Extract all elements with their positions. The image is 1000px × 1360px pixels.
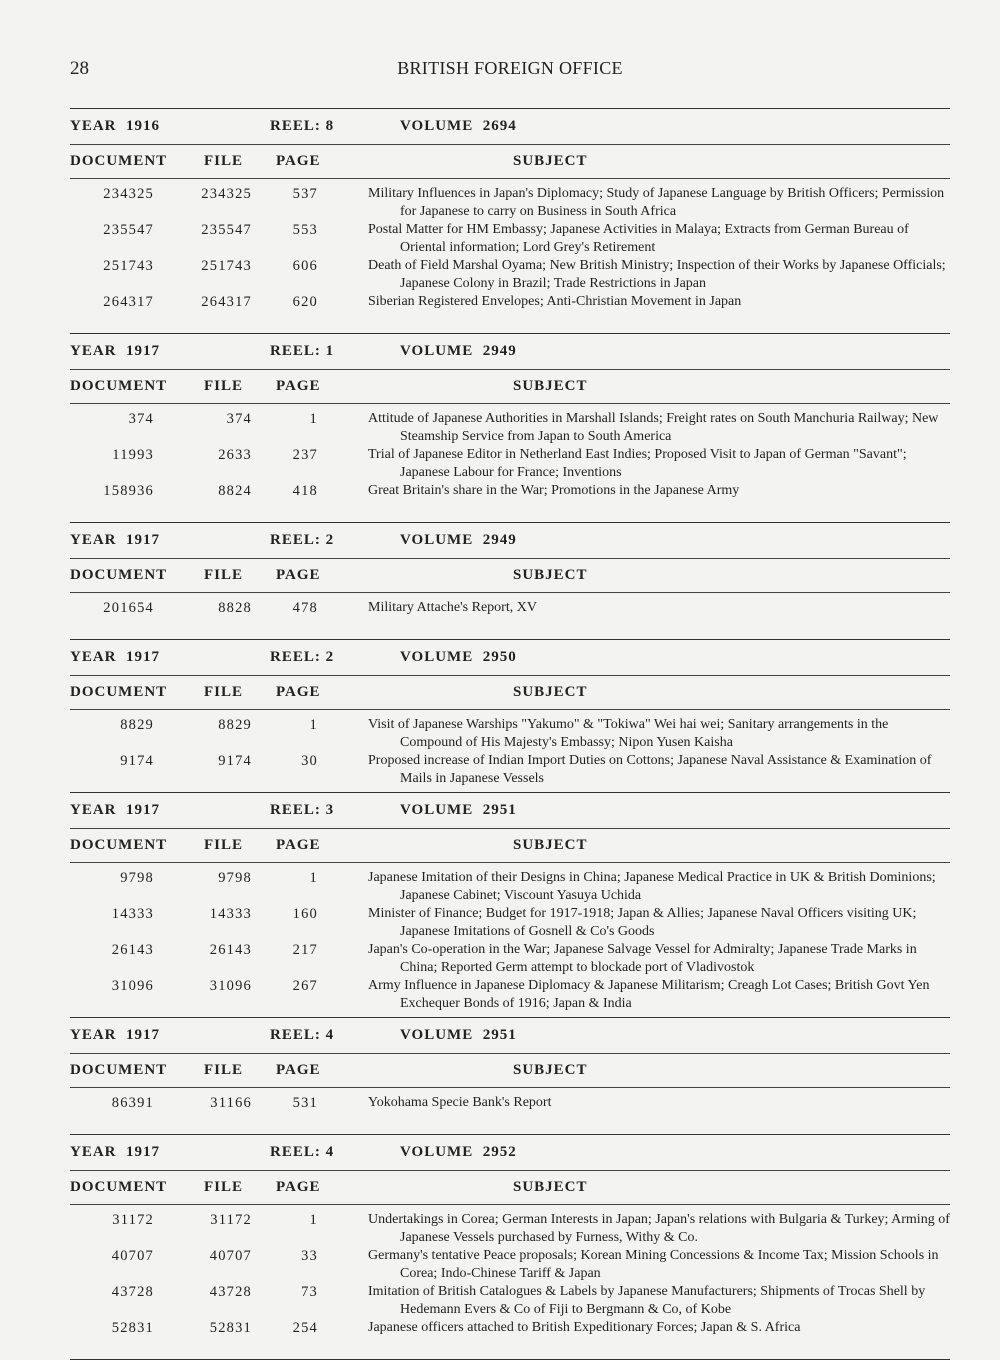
section-reel: REEL: 2: [270, 532, 335, 548]
file-number: 31096: [209, 978, 252, 994]
subject-text: Imitation of British Catalogues & Labels by Japanese Manufacturers; Shipments of Trocas Shell by Hedemann Evers & Co of Fiji to Bergmann & Co, of Kobe: [368, 1284, 926, 1317]
document-number: 158936: [103, 483, 154, 499]
column-header-document: DOCUMENT: [70, 153, 168, 169]
subject-text: Japan's Co-operation in the War; Japanese Salvage Vessel for Admiralty; Japanese Trade Marks in China; Reported Germ attempt to blockade port of Vladivostok: [368, 942, 917, 975]
file-number: 14333: [209, 906, 252, 922]
reel-section: [70, 522, 950, 639]
file-number: 26143: [209, 942, 252, 958]
page-number-cell: 217: [292, 942, 318, 958]
section-heading: [70, 1018, 950, 1053]
page-number-cell: 553: [292, 222, 318, 238]
table-row: [70, 941, 950, 977]
section-volume: VOLUME 2949: [400, 343, 517, 359]
document-number: 234325: [103, 186, 154, 202]
reel-section: [70, 1134, 950, 1359]
section-heading: [70, 640, 950, 675]
table-row: [70, 869, 950, 905]
page-number-cell: 160: [292, 906, 318, 922]
table-row: [70, 1319, 950, 1355]
section-reel: REEL: 4: [270, 1144, 335, 1160]
page-number-cell: 1: [309, 411, 318, 427]
table-row: [70, 752, 950, 788]
subject-text: Attitude of Japanese Authorities in Marshall Islands; Freight rates on South Manchuria Railway; New Steamship Service from Japan to South America: [368, 411, 939, 444]
document-number: 31172: [112, 1212, 154, 1228]
subject-text: Great Britain's share in the War; Promotions in the Japanese Army: [368, 483, 740, 498]
file-number: 9798: [218, 870, 252, 886]
document-number: 9798: [120, 870, 154, 886]
section-heading: [70, 523, 950, 558]
page-number-cell: 418: [292, 483, 318, 499]
entry-list: [70, 1088, 950, 1134]
section-reel: REEL: 4: [270, 1027, 335, 1043]
column-headers: [70, 145, 950, 178]
column-header-subject: SUBJECT: [513, 1062, 588, 1078]
table-row: [70, 1094, 950, 1130]
column-header-file: FILE: [204, 684, 244, 700]
table-row: [70, 293, 950, 329]
document-number: 201654: [103, 600, 154, 616]
column-header-page: PAGE: [276, 378, 321, 394]
reel-section: [70, 1017, 950, 1134]
subject-text: Visit of Japanese Warships "Yakumo" & "Tokiwa" Wei hai wei; Sanitary arrangements in the Compound of His Majesty's Embassy; Nipon Yusen Kaisha: [368, 717, 889, 750]
document-number: 8829: [120, 717, 154, 733]
subject-text: Yokohama Specie Bank's Report: [368, 1095, 552, 1110]
page-number-cell: 1: [309, 1212, 318, 1228]
column-header-subject: SUBJECT: [513, 378, 588, 394]
section-volume: VOLUME 2949: [400, 532, 517, 548]
page-number: 28: [70, 58, 89, 79]
file-number: 374: [226, 411, 252, 427]
file-number: 40707: [209, 1248, 252, 1264]
subject-text: Trial of Japanese Editor in Netherland East Indies; Proposed Visit to Japan of German "Savant"; Japanese Labour for France; Inventions: [368, 447, 907, 480]
table-row: [70, 1247, 950, 1283]
column-headers: [70, 1171, 950, 1204]
column-header-page: PAGE: [276, 567, 321, 583]
subject-text: Japanese officers attached to British Expeditionary Forces; Japan & S. Africa: [368, 1320, 801, 1335]
section-heading: [70, 109, 950, 144]
table-row: [70, 599, 950, 635]
running-title: BRITISH FOREIGN OFFICE: [397, 58, 623, 78]
file-number: 31172: [210, 1212, 252, 1228]
reel-section: [70, 333, 950, 522]
column-header-file: FILE: [204, 378, 244, 394]
section-reel: REEL: 2: [270, 649, 335, 665]
column-header-subject: SUBJECT: [513, 153, 588, 169]
file-number: 264317: [201, 294, 252, 310]
column-headers: [70, 676, 950, 709]
document-number: 52831: [111, 1320, 154, 1336]
column-header-page: PAGE: [276, 1179, 321, 1195]
column-header-file: FILE: [204, 567, 244, 583]
section-heading: [70, 793, 950, 828]
page-number-cell: 537: [292, 186, 318, 202]
section-year: YEAR 1917: [70, 532, 161, 548]
document-number: 86391: [111, 1095, 154, 1111]
column-header-subject: SUBJECT: [513, 837, 588, 853]
page-number-cell: 478: [292, 600, 318, 616]
page-number-cell: 267: [292, 978, 318, 994]
file-number: 235547: [201, 222, 252, 238]
column-headers: [70, 829, 950, 862]
section-volume: VOLUME 2950: [400, 649, 517, 665]
column-header-document: DOCUMENT: [70, 1062, 168, 1078]
document-number: 251743: [103, 258, 154, 274]
document-number: 264317: [103, 294, 154, 310]
subject-text: Postal Matter for HM Embassy; Japanese Activities in Malaya; Extracts from German Bureau of Oriental information; Lord Grey's Retirement: [368, 222, 909, 255]
page-number-cell: 254: [292, 1320, 318, 1336]
file-number: 8824: [218, 483, 252, 499]
file-number: 52831: [209, 1320, 252, 1336]
reel-section: [70, 108, 950, 333]
entry-list: [70, 710, 950, 792]
column-headers: [70, 1054, 950, 1087]
column-header-file: FILE: [204, 837, 244, 853]
section-volume: VOLUME 2952: [400, 1144, 517, 1160]
subject-text: Military Attache's Report, XV: [368, 600, 537, 615]
table-row: [70, 482, 950, 518]
document-number: 11993: [112, 447, 154, 463]
column-header-page: PAGE: [276, 1062, 321, 1078]
section-volume: VOLUME 2694: [400, 118, 517, 134]
table-row: [70, 1211, 950, 1247]
file-number: 234325: [201, 186, 252, 202]
table-row: [70, 716, 950, 752]
column-headers: [70, 559, 950, 592]
document-number: 9174: [120, 753, 154, 769]
column-headers: [70, 370, 950, 403]
subject-text: Japanese Imitation of their Designs in China; Japanese Medical Practice in UK & British Dominions; Japanese Cabinet; Viscount Yasuya Uchida: [368, 870, 936, 903]
table-row: [70, 410, 950, 446]
section-volume: VOLUME 2951: [400, 802, 517, 818]
document-number: 43728: [111, 1284, 154, 1300]
column-header-document: DOCUMENT: [70, 684, 168, 700]
table-row: [70, 446, 950, 482]
file-number: 43728: [209, 1284, 252, 1300]
section-reel: REEL: 1: [270, 343, 335, 359]
column-header-page: PAGE: [276, 837, 321, 853]
table-row: [70, 977, 950, 1013]
table-row: [70, 185, 950, 221]
section-year: YEAR 1917: [70, 802, 161, 818]
section-heading: [70, 334, 950, 369]
column-header-file: FILE: [204, 1179, 244, 1195]
section-reel: REEL: 3: [270, 802, 335, 818]
page-number-cell: 1: [309, 717, 318, 733]
file-number: 2633: [218, 447, 252, 463]
section-reel: REEL: 8: [270, 118, 335, 134]
page-number-cell: 30: [301, 753, 318, 769]
subject-text: Death of Field Marshal Oyama; New British Ministry; Inspection of their Works by Japanese Officials; Japanese Colony in Brazil; Trade Restrictions in Japan: [368, 258, 946, 291]
entry-list: [70, 593, 950, 639]
column-header-subject: SUBJECT: [513, 684, 588, 700]
file-number: 8829: [218, 717, 252, 733]
document-number: 14333: [111, 906, 154, 922]
entry-list: [70, 404, 950, 522]
entry-list: [70, 179, 950, 333]
section-heading: [70, 1135, 950, 1170]
section-year: YEAR 1917: [70, 1144, 161, 1160]
entry-list: [70, 863, 950, 1017]
column-header-document: DOCUMENT: [70, 567, 168, 583]
page-number-cell: 237: [292, 447, 318, 463]
file-number: 251743: [201, 258, 252, 274]
page-number-cell: 531: [292, 1095, 318, 1111]
column-header-page: PAGE: [276, 153, 321, 169]
page-number-cell: 73: [301, 1284, 318, 1300]
column-header-document: DOCUMENT: [70, 1179, 168, 1195]
reel-section: [70, 792, 950, 1017]
document-number: 40707: [111, 1248, 154, 1264]
subject-text: Siberian Registered Envelopes; Anti-Christian Movement in Japan: [368, 294, 742, 309]
subject-text: Germany's tentative Peace proposals; Korean Mining Concessions & Income Tax; Mission Schools in Corea; Indo-Chinese Tariff & Japan: [368, 1248, 939, 1281]
table-row: [70, 221, 950, 257]
document-number: 374: [128, 411, 154, 427]
section-year: YEAR 1917: [70, 1027, 161, 1043]
table-row: [70, 1283, 950, 1319]
file-number: 31166: [210, 1095, 252, 1111]
section-year: YEAR 1917: [70, 649, 161, 665]
document-number: 31096: [111, 978, 154, 994]
column-header-document: DOCUMENT: [70, 378, 168, 394]
reel-section: [70, 639, 950, 792]
column-header-document: DOCUMENT: [70, 837, 168, 853]
subject-text: Undertakings in Corea; German Interests in Japan; Japan's relations with Bulgaria & Turkey; Arming of Japanese Vessels purchased by Furness, Withy & Co.: [368, 1212, 950, 1245]
section-year: YEAR 1916: [70, 118, 161, 134]
subject-text: Proposed increase of Indian Import Duties on Cottons; Japanese Naval Assistance & Examination of Mails in Japanese Vessels: [368, 753, 932, 786]
page-number-cell: 33: [301, 1248, 318, 1264]
table-row: [70, 257, 950, 293]
section-year: YEAR 1917: [70, 343, 161, 359]
index-table: [70, 108, 950, 1360]
subject-text: Minister of Finance; Budget for 1917-1918; Japan & Allies; Japanese Naval Officers visiting UK; Japanese Imitations of Gosnell & Co's Goods: [368, 906, 917, 939]
table-row: [70, 905, 950, 941]
entry-list: [70, 1205, 950, 1359]
column-header-file: FILE: [204, 1062, 244, 1078]
column-header-subject: SUBJECT: [513, 1179, 588, 1195]
document-number: 235547: [103, 222, 154, 238]
document-number: 26143: [111, 942, 154, 958]
subject-text: Military Influences in Japan's Diplomacy; Study of Japanese Language by British Officers; Permission for Japanese to carry on Business in South Africa: [368, 186, 945, 219]
column-header-subject: SUBJECT: [513, 567, 588, 583]
file-number: 9174: [218, 753, 252, 769]
column-header-file: FILE: [204, 153, 244, 169]
column-header-page: PAGE: [276, 684, 321, 700]
page-number-cell: 620: [292, 294, 318, 310]
subject-text: Army Influence in Japanese Diplomacy & Japanese Militarism; Creagh Lot Cases; British Govt Yen Exchequer Bonds of 1916; Japan & India: [368, 978, 930, 1011]
section-volume: VOLUME 2951: [400, 1027, 517, 1043]
page-number-cell: 1: [309, 870, 318, 886]
file-number: 8828: [218, 600, 252, 616]
page-number-cell: 606: [292, 258, 318, 274]
page-header: [70, 58, 950, 82]
